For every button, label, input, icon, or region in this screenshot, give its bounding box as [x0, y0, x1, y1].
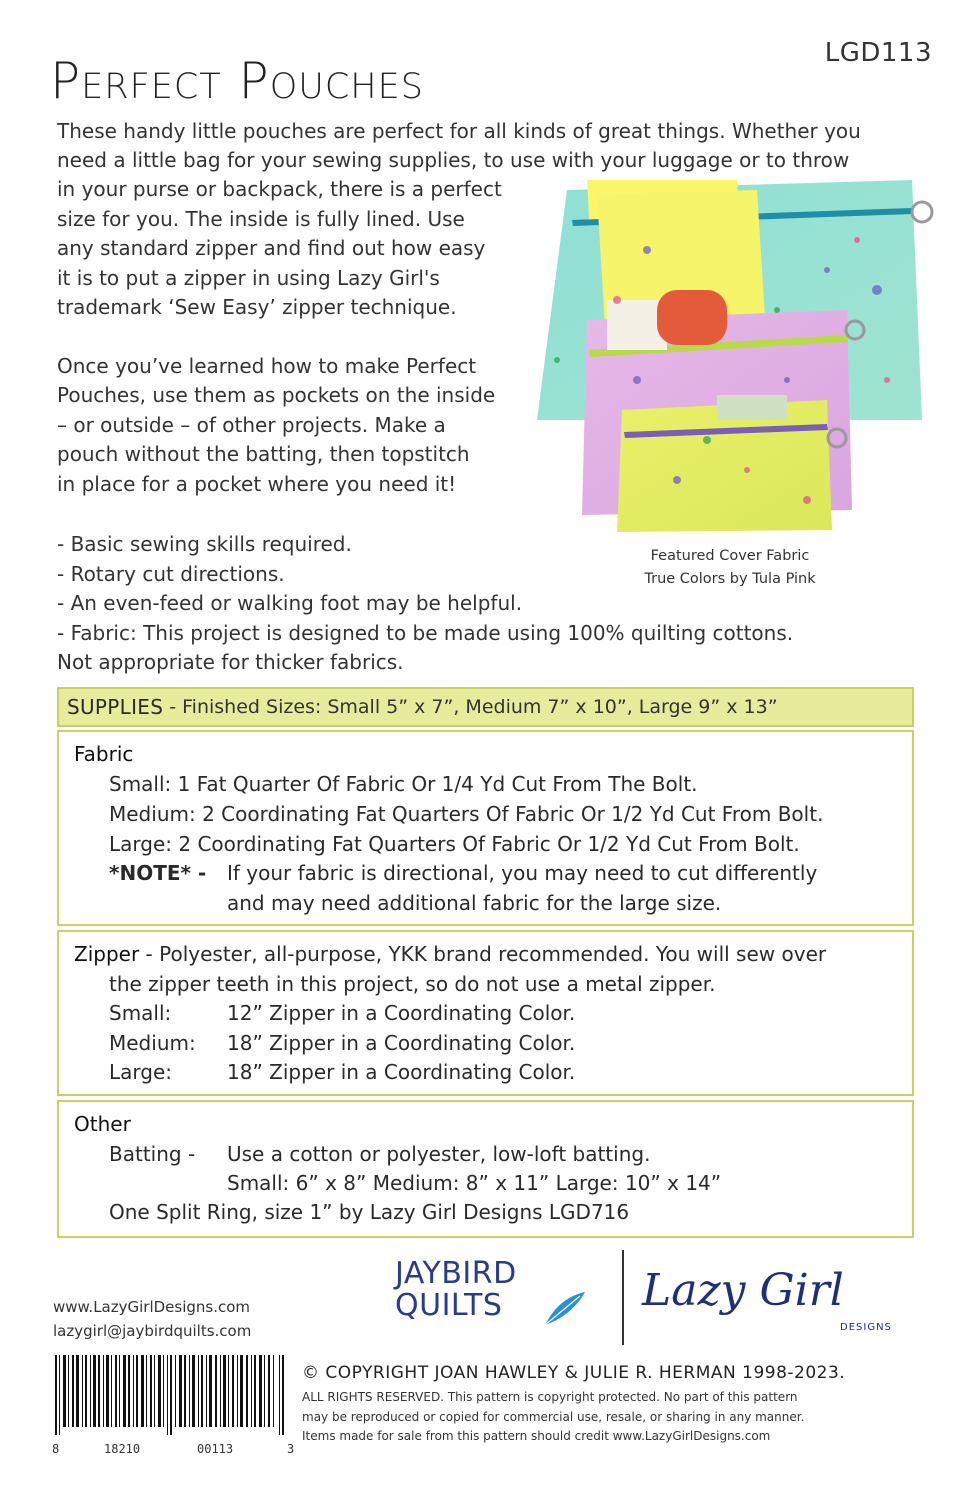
- copyright-line: may be reproduced or copied for commercial use, resale, or sharing in any manner.: [302, 1409, 805, 1424]
- zipper-value: 12” Zipper in a Coordinating Color.: [227, 1001, 576, 1025]
- email-link[interactable]: lazygirl@jaybirdquilts.com: [53, 1322, 252, 1340]
- intro-line: in your purse or backpack, there is a perfect: [57, 177, 502, 201]
- intro-line: need a little bag for your sewing supplies, to use with your luggage or to throw: [57, 148, 850, 172]
- note-text: and may need additional fabric for the large size.: [227, 891, 722, 915]
- other-section: [57, 1100, 914, 1238]
- intro-line: Pouches, use them as pockets on the inside: [57, 383, 496, 407]
- copyright-line: ALL RIGHTS RESERVED. This pattern is copyright protected. No part of this pattern: [302, 1390, 798, 1404]
- batting-label: Batting -: [109, 1142, 196, 1166]
- intro-line: pouch without the batting, then topstitch: [57, 442, 470, 466]
- jaybird-word: JAYBIRD: [395, 1256, 517, 1291]
- zipper-desc: the zipper teeth in this project, so do not use a metal zipper.: [109, 972, 716, 996]
- intro-line: These handy little pouches are perfect for all kinds of great things. Whether you: [57, 119, 861, 143]
- note-label: *NOTE* -: [109, 861, 207, 885]
- pouches-photo: [527, 180, 945, 535]
- finished-sizes: - Finished Sizes: Small 5” x 7”, Medium 7” x 10”, Large 9” x 13”: [169, 696, 778, 718]
- note-text: If your fabric is directional, you may need to cut differently: [227, 861, 818, 885]
- brand-logos: [380, 1250, 940, 1345]
- requirements-list: [57, 530, 957, 678]
- batting-text: Use a cotton or polyester, low-loft batting.: [227, 1142, 651, 1166]
- caption-line: Featured Cover Fabric: [650, 548, 810, 564]
- zipper-line: [74, 942, 826, 966]
- barcode: [55, 1355, 287, 1435]
- zipper-value: 18” Zipper in a Coordinating Color.: [227, 1060, 576, 1084]
- copyright-line: Items made for sale from this pattern should credit www.LazyGirlDesigns.com: [302, 1429, 771, 1443]
- supplies-label: SUPPLIES: [67, 695, 164, 719]
- list-item: - Basic sewing skills required.: [57, 532, 352, 556]
- fabric-large: Large: 2 Coordinating Fat Quarters Of Fabric Or 1/2 Yd Cut From Bolt.: [109, 832, 800, 856]
- zipper-desc: - Polyester, all-purpose, YKK brand recommended. You will sew over: [139, 942, 827, 966]
- fabric-heading: Fabric: [74, 742, 134, 766]
- fabric-medium: Medium: 2 Coordinating Fat Quarters Of Fabric Or 1/2 Yd Cut From Bolt.: [109, 802, 824, 826]
- lazygirl-logo: Lazy Girl: [642, 1265, 844, 1316]
- fabric-section: [57, 730, 914, 926]
- logo-divider: [622, 1250, 624, 1345]
- barcode-digit: 00113: [197, 1442, 234, 1456]
- list-item: Not appropriate for thicker fabrics.: [57, 650, 404, 674]
- fabric-small: Small: 1 Fat Quarter Of Fabric Or 1/4 Yd Cut From The Bolt.: [109, 772, 698, 796]
- quilts-word: QUILTS: [395, 1288, 503, 1323]
- intro-line: in place for a pocket where you need it!: [57, 472, 457, 496]
- supplies-header: [57, 687, 914, 727]
- intro-line: it is to put a zipper in using Lazy Girl's: [57, 266, 440, 290]
- zipper-heading: Zipper: [74, 942, 140, 966]
- intro-line: any standard zipper and find out how easy: [57, 236, 486, 260]
- zipper-size: Small:: [109, 1001, 172, 1025]
- feather-icon: [540, 1290, 590, 1330]
- caption-line: True Colors by Tula Pink: [644, 571, 816, 587]
- barcode-digit: 18210: [104, 1442, 141, 1456]
- barcode-digit: 8: [52, 1442, 60, 1456]
- contact-info: [53, 1295, 251, 1343]
- intro-line: size for you. The inside is fully lined. Use: [57, 207, 465, 231]
- list-item: - Fabric: This project is designed to be made using 100% quilting cottons.: [57, 620, 794, 645]
- split-ring: One Split Ring, size 1” by Lazy Girl Designs LGD716: [109, 1200, 630, 1224]
- intro-line: – or outside – of other projects. Make a: [57, 413, 446, 437]
- intro-line: Once you’ve learned how to make Perfect: [57, 354, 477, 378]
- website-link[interactable]: www.LazyGirlDesigns.com: [53, 1298, 251, 1316]
- batting-sizes: Small: 6” x 8” Medium: 8” x 11” Large: 10” x 14”: [227, 1171, 722, 1195]
- copyright-title: © COPYRIGHT JOAN HAWLEY & JULIE R. HERMAN 1998-2023.: [302, 1363, 846, 1383]
- zipper-size: Medium:: [109, 1031, 196, 1055]
- zipper-value: 18” Zipper in a Coordinating Color.: [227, 1031, 576, 1055]
- intro-line: trademark ‘Sew Easy’ zipper technique.: [57, 295, 457, 319]
- pattern-code: LGD113: [824, 38, 932, 68]
- list-item: - Rotary cut directions.: [57, 561, 285, 586]
- jaybird-logo: [395, 1258, 517, 1322]
- zipper-size: Large:: [109, 1060, 173, 1084]
- copyright-text: [302, 1388, 804, 1447]
- zipper-section: [57, 930, 914, 1096]
- barcode-digit: 3: [287, 1442, 295, 1456]
- list-item: - An even-feed or walking foot may be helpful.: [57, 591, 523, 615]
- other-heading: Other: [74, 1112, 131, 1136]
- page-title: Perfect Pouches: [50, 52, 424, 110]
- designs-word: DESIGNS: [840, 1322, 892, 1333]
